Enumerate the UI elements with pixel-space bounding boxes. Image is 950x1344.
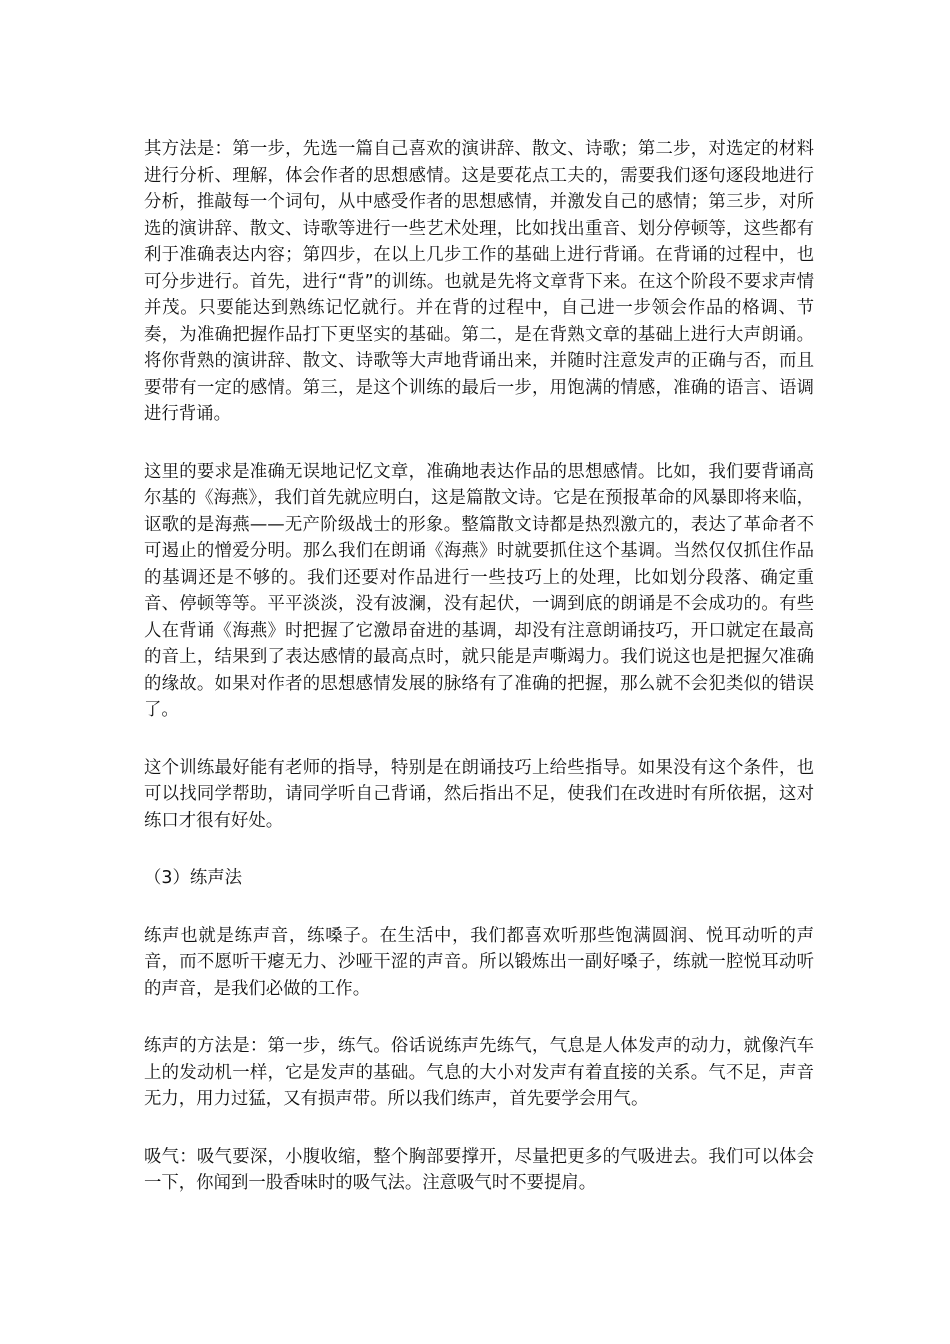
paragraph-voice-training: 练声也就是练声音，练嗓子。在生活中，我们都喜欢听那些饱满圆润、悦耳动听的声音，而不愿听干瘪无力、沙哑干涩的声音。所以锻炼出一副好嗓子，练就一腔悦耳动听的声音，是我们必做的工作。 — [144, 925, 814, 999]
paragraph-requirements: 这里的要求是准确无误地记忆文章，准确地表达作品的思想感情。比如，我们要背诵高尔基的《海燕》，我们首先就应明白，这是篇散文诗。它是在预报革命的风暴即将来临，讴歌的是海燕——无产阶级战士的形象。整篇散文诗都是热烈激亢的，表达了革命者不可遏止的憎爱分明。那么我们在朗诵《海燕》时就要抓住这个基调。当然仅仅抓住作品的基调还是不够的。我们还要对作品进行一些技巧上的处理，比如划分段落、确定重音、停顿等等。平平淡淡，没有波澜，没有起伏，一调到底的朗诵是不会成功的。有些人在背诵《海燕》时把握了它激昂奋进的基调，却没有注意朗诵技巧，开口就定在最高的音上，结果到了表达感情的最高点时，就只能是声嘶竭力。我们说这也是把握欠准确的缘故。如果对作者的思想感情发展的脉络有了准确的把握，那么就不会犯类似的错误了。 — [144, 461, 814, 720]
paragraph-teacher-guidance: 这个训练最好能有老师的指导，特别是在朗诵技巧上给些指导。如果没有这个条件，也可以找同学帮助，请同学听自己背诵，然后指出不足，使我们在改进时有所依据，这对练口才很有好处。 — [144, 757, 814, 831]
document-page — [144, 136, 814, 1197]
paragraph-breath-method: 练声的方法是：第一步，练气。俗话说练声先练气，气息是人体发声的动力，就像汽车上的发动机一样，它是发声的基础。气息的大小对发声有着直接的关系。气不足，声音无力，用力过猛，又有损声带。所以我们练声，首先要学会用气。 — [144, 1036, 814, 1109]
paragraph-method-steps: 其方法是：第一步，先选一篇自己喜欢的演讲辞、散文、诗歌；第二步，对选定的材料进行分析、理解，体会作者的思想感情。这是要花点工夫的，需要我们逐句逐段地进行分析，推敲每一个词句，从中感受作者的思想感情，并激发自己的感情；第三步，对所选的演讲辞、散文、诗歌等进行一些艺术处理，比如找出重音、划分停顿等，这些都有利于准确表达内容；第四步，在以上几步工作的基础上进行背诵。在背诵的过程中，也可分步进行。首先，进行“背”的训练。也就是先将文章背下来。在这个阶段不要求声情并茂。只要能达到熟练记忆就行。并在背的过程中，自己进一步领会作品的格调、节奏，为准确把握作品打下更坚实的基础。第二，是在背熟文章的基础上进行大声朗诵。将你背熟的演讲辞、散文、诗歌等大声地背诵出来，并随时注意发声的正确与否，而且要带有一定的感情。第三，是这个训练的最后一步，用饱满的情感，准确的语言、语调进行背诵。 — [144, 139, 814, 424]
paragraph-inhale: 吸气：吸气要深，小腹收缩，整个胸部要撑开，尽量把更多的气吸进去。我们可以体会一下，你闻到一股香味时的吸气法。注意吸气时不要提肩。 — [144, 1146, 814, 1193]
section-heading: （3）练声法 — [144, 868, 243, 888]
